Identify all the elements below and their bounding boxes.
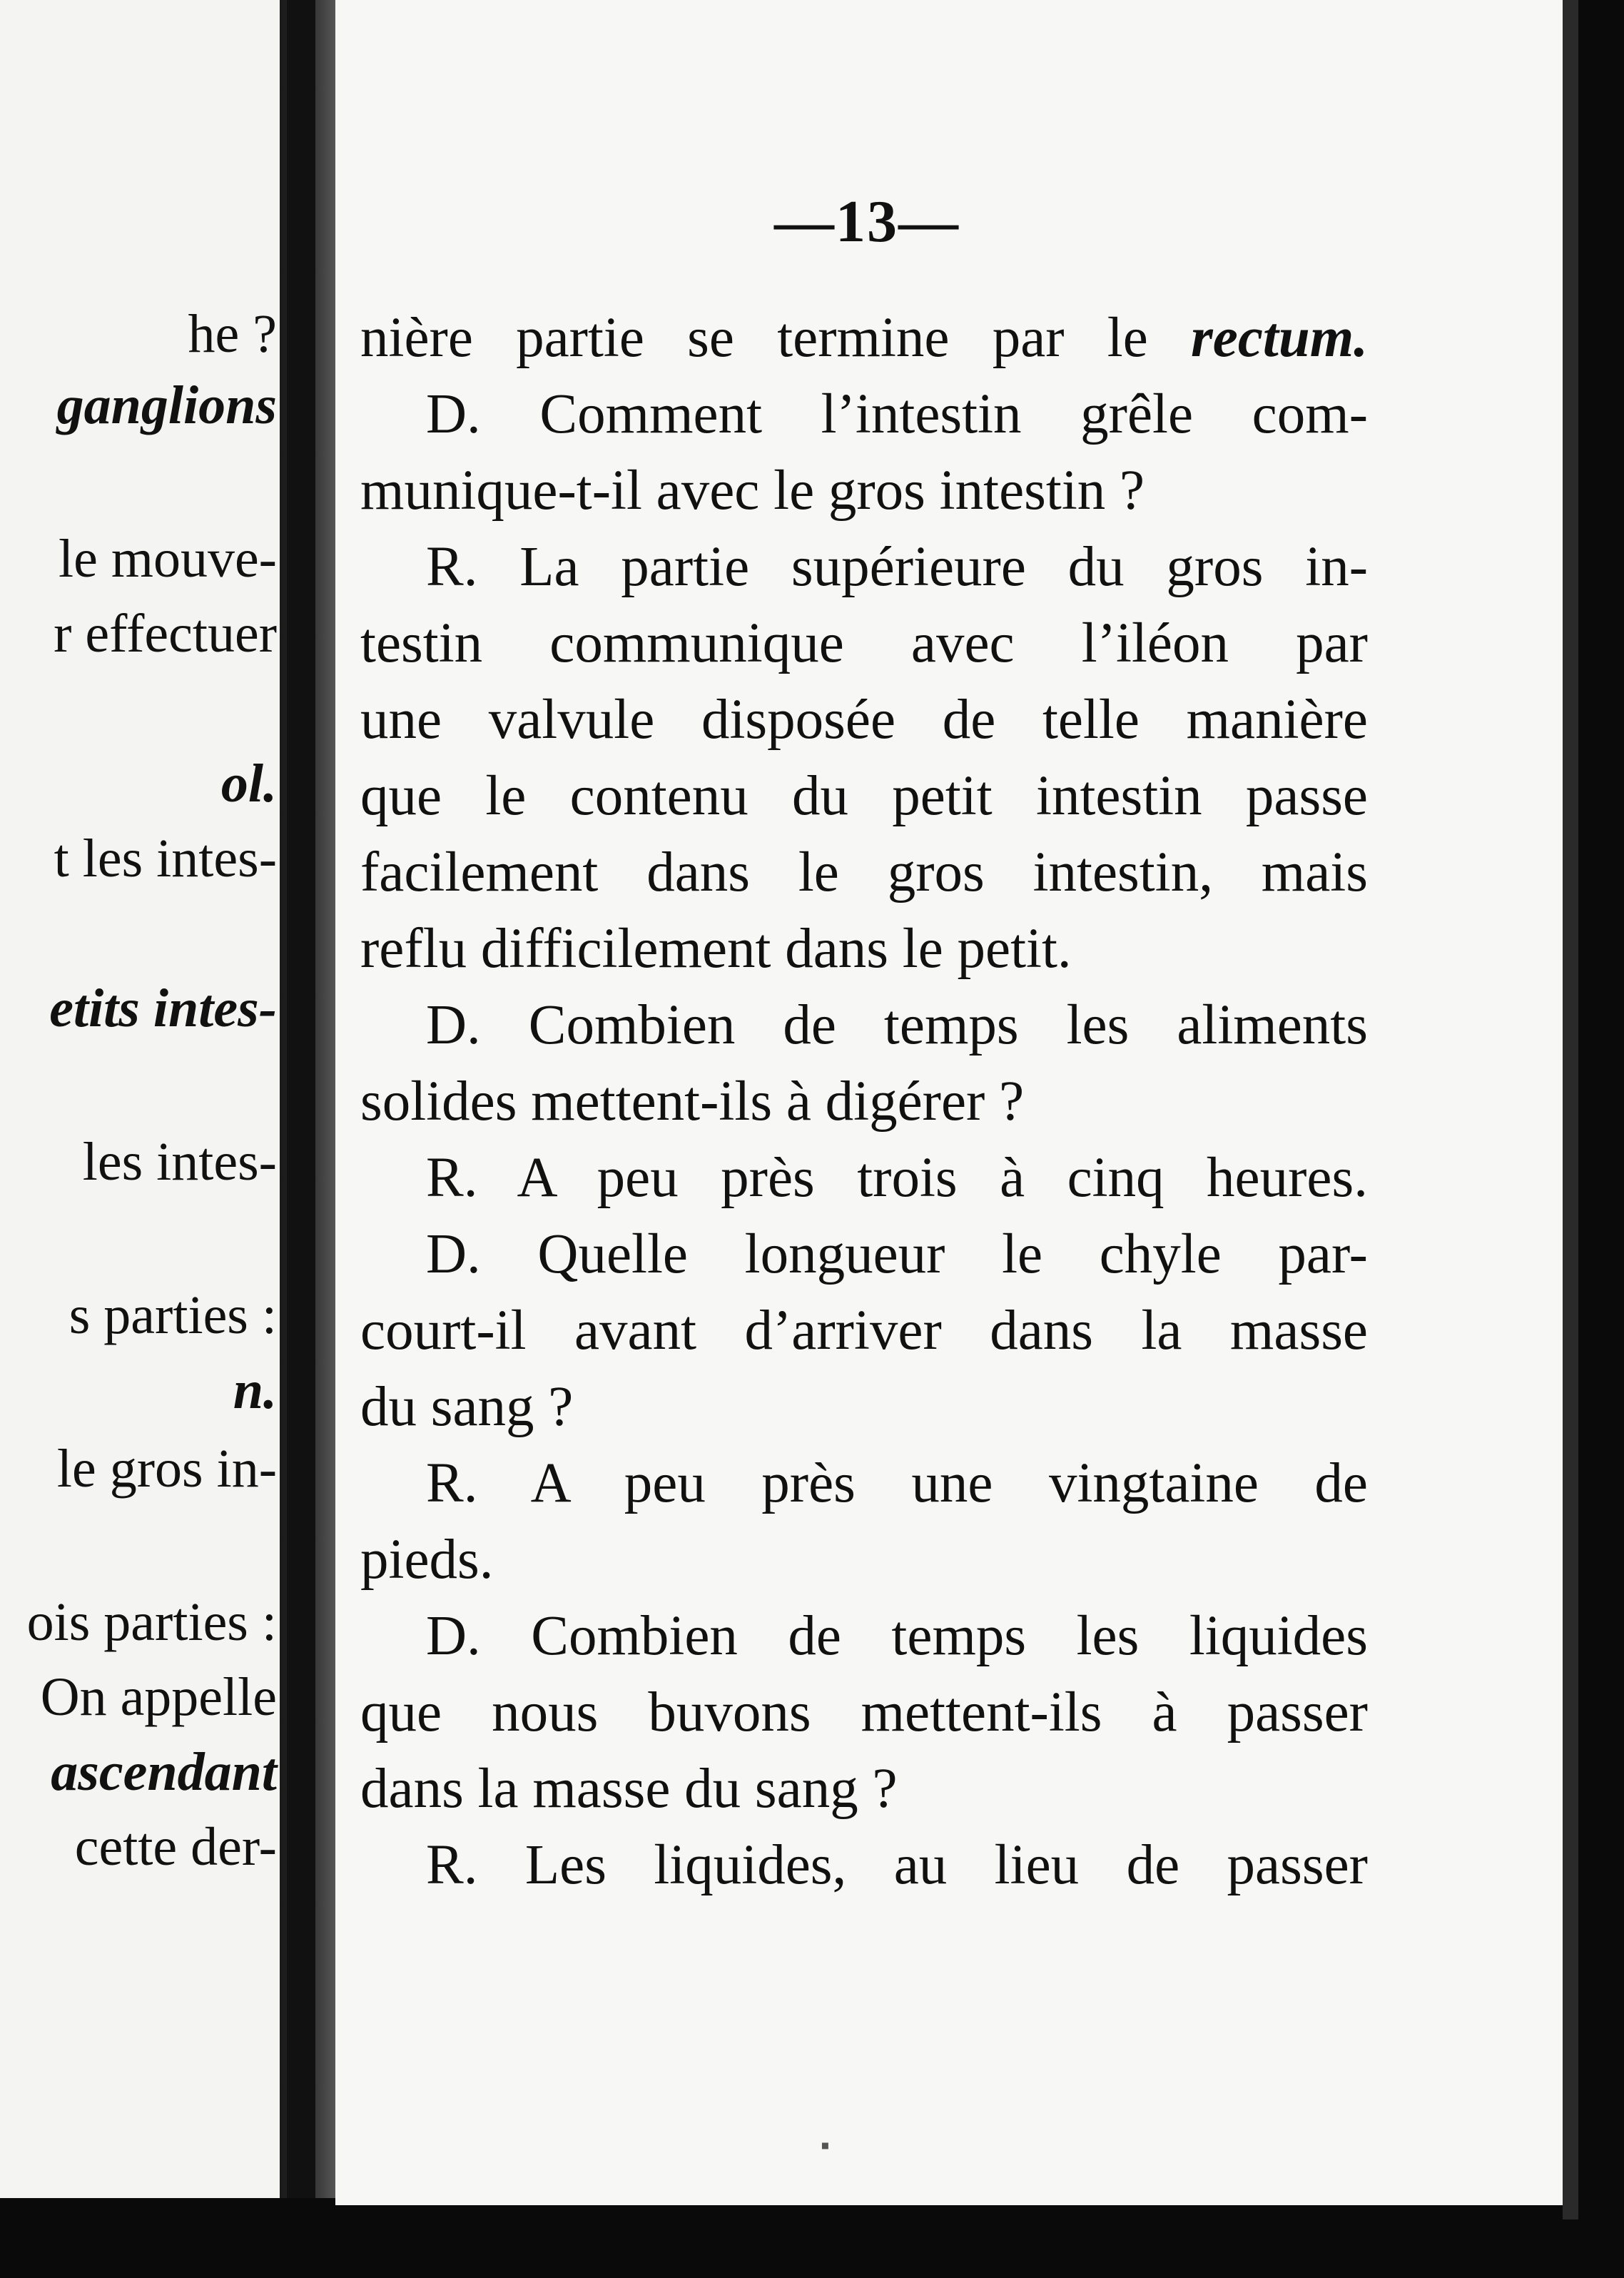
left-page-fragment: ganglions: [56, 375, 277, 435]
text-line: [360, 1292, 1368, 1369]
text-run: solides mettent-ils à digérer ?: [360, 1070, 1025, 1133]
left-page-fragment: ol.: [220, 754, 277, 814]
text-line: [360, 452, 1368, 529]
text-run: D. Combien de temps les liquides: [426, 1605, 1368, 1667]
text-run: dans la masse du sang ?: [360, 1758, 898, 1820]
text-run: que nous buvons mettent-ils à passer: [360, 1681, 1368, 1743]
text-run: pieds.: [360, 1529, 494, 1591]
text-line: [360, 758, 1368, 834]
left-page-fragment: etits intes-: [49, 978, 277, 1038]
left-page-fragment: cette der-: [74, 1817, 277, 1877]
left-page-fragment: t les intes-: [54, 829, 277, 889]
text-run: testin communique avec l’iléon par: [360, 612, 1368, 674]
text-line: [360, 300, 1368, 376]
text-run: que le contenu du petit intestin passe: [360, 765, 1368, 827]
text-run: D. Quelle longueur le chyle par-: [426, 1223, 1368, 1285]
text-run: D. Comment l’intestin grêle com-: [426, 383, 1368, 445]
text-line: [360, 834, 1368, 911]
text-run: court-il avant d’arriver dans la masse: [360, 1300, 1368, 1362]
text-line: [360, 1598, 1368, 1674]
text-run: nière partie se termine par le: [360, 307, 1192, 369]
ornament-mark: ▪: [821, 2131, 830, 2160]
text-run: une valvule disposée de telle manière: [360, 689, 1368, 751]
body-text: [360, 300, 1368, 1903]
text-line: [360, 1827, 1368, 1903]
text-run: munique-t-il avec le gros intestin ?: [360, 460, 1145, 522]
text-run: R. Les liquides, au lieu de passer: [426, 1834, 1368, 1896]
text-run: facilement dans le gros intestin, mais: [360, 841, 1368, 903]
text-line: [360, 1140, 1368, 1216]
text-run: R. La partie supérieure du gros in-: [426, 536, 1368, 598]
text-line: [360, 529, 1368, 605]
text-line: [360, 1445, 1368, 1522]
text-run: du sang ?: [360, 1376, 574, 1438]
page-edge: [1563, 0, 1578, 2219]
left-page-fragment: n.: [233, 1360, 277, 1420]
left-page-fragment: ois parties :: [26, 1592, 277, 1652]
text-line: [360, 1063, 1368, 1140]
left-page-fragment: he ?: [188, 304, 277, 364]
gutter-shadow: [287, 0, 315, 2198]
left-page-fragment: s parties :: [68, 1285, 277, 1345]
text-line: [360, 1369, 1368, 1445]
left-page-fragment: On appelle: [40, 1667, 277, 1727]
text-line: [360, 1216, 1368, 1292]
left-page-fragment: le gros in-: [56, 1439, 277, 1499]
left-page-fragment: les intes-: [82, 1132, 277, 1192]
text-run: D. Combien de temps les aliments: [426, 994, 1368, 1056]
page-number: —13—: [774, 188, 960, 255]
left-page-fragment: le mouve-: [58, 529, 277, 589]
text-line: [360, 1522, 1368, 1598]
left-page-fragment: r effectuer: [54, 604, 277, 664]
text-line: [360, 1751, 1368, 1827]
left-page: [0, 0, 285, 2198]
text-line: [360, 682, 1368, 758]
text-run: R. A peu près trois à cinq heures.: [426, 1147, 1368, 1209]
text-line: [360, 1674, 1368, 1751]
italic-term: rectum.: [1191, 307, 1368, 369]
text-run: reflu difficilement dans le petit.: [360, 918, 1072, 980]
text-line: [360, 911, 1368, 987]
text-run: R. A peu près une vingtaine de: [426, 1452, 1368, 1514]
left-page-fragment: ascendant: [51, 1742, 277, 1802]
text-line: [360, 376, 1368, 452]
text-line: [360, 987, 1368, 1063]
text-line: [360, 605, 1368, 682]
